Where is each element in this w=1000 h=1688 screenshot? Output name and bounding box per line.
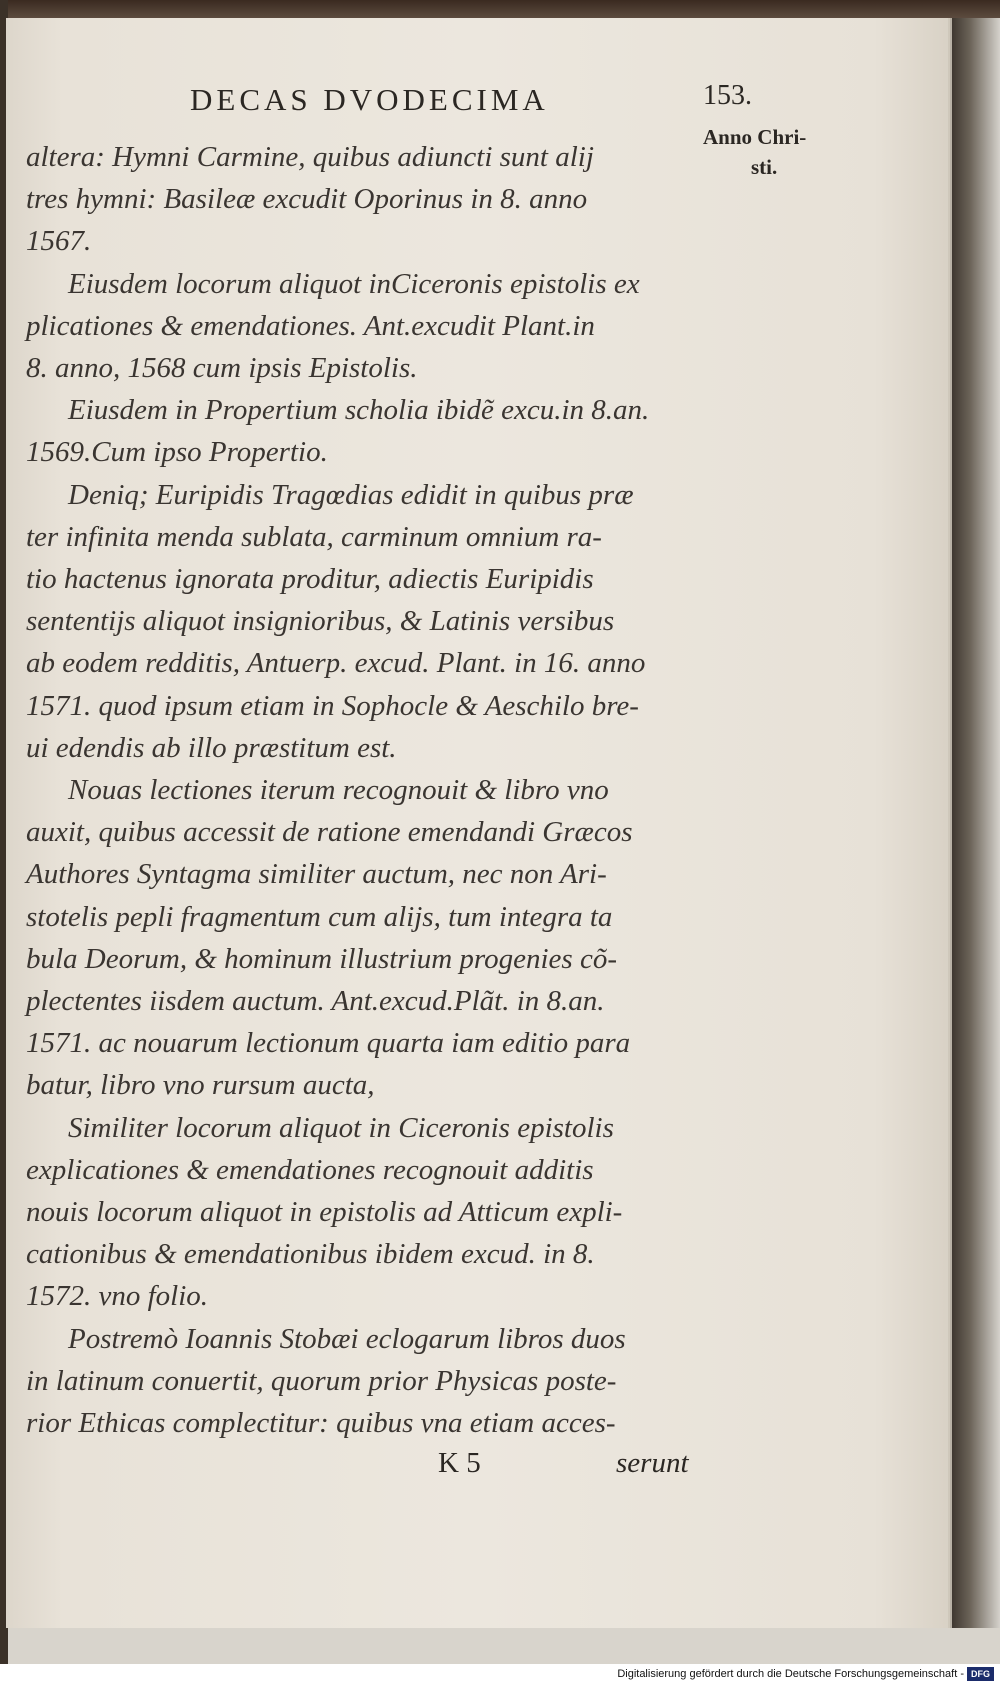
text-line: batur, libro vno rursum aucta, [26,1069,375,1102]
text-line: 1571. ac nouarum lectionum quarta iam editio para [26,1027,631,1060]
body-text [26,136,696,1444]
text-line: explicationes & emendationes recognouit additis [26,1153,594,1186]
scan-frame-right [950,18,1000,1628]
running-head: DECAS DVODECIMA [190,82,549,117]
text-line: in latinum conuertit, quorum prior Physicas poste- [26,1364,617,1397]
text-line: altera: Hymni Carmine, quibus adiuncti sunt alij [26,141,594,173]
margin-note-line: Anno Chri- [703,125,807,149]
text-line: plectentes iisdem auctum. Ant.excud.Plãt. in 8.an. [26,985,605,1018]
dfg-logo: DFG [967,1667,994,1681]
text-line: Eiusdem in Propertium scholia ibidẽ excu.in 8.an. [68,394,650,427]
text-line: auxit, quibus accessit de ratione emendandi Græcos [26,816,633,849]
text-line: rior Ethicas complectitur: quibus vna etiam acces- [26,1407,616,1440]
margin-note-line: sti. [751,155,778,179]
text-line: 1567. [26,225,92,258]
text-line: Eiusdem locorum aliquot inCiceronis epistolis ex [68,267,640,300]
text-line: 1572. vno folio. [26,1280,209,1313]
page-number: 153. [703,80,752,111]
text-line: stotelis pepli fragmentum cum alijs, tum integra ta [26,900,613,933]
text-line: 1569.Cum ipso Propertio. [26,436,328,469]
text-line: ter infinita menda sublata, carminum omnium ra- [26,520,602,553]
text-line: ab eodem redditis, Antuerp. excud. Plant. in 16. anno [26,647,646,680]
text-line: Deniq; Euripidis Tragœdias edidit in quibus præ [68,478,634,511]
catchword: serunt [616,1447,689,1479]
footer-credit: Digitalisierung gefördert durch die Deutsche Forschungsgemeinschaft - [617,1668,964,1680]
text-line: tres hymni: Basileæ excudit Oporinus in 8. anno [26,183,588,216]
text-line: Postremò Ioannis Stobæi eclogarum libros duos [68,1322,626,1355]
text-line: nouis locorum aliquot in epistolis ad Atticum expli- [26,1196,623,1229]
text-line: 8. anno, 1568 cum ipsis Epistolis. [26,352,418,385]
text-line: cationibus & emendationibus ibidem excud. in 8. [26,1238,595,1271]
text-line: tio hactenus ignorata proditur, adiectis Euripidis [26,563,594,596]
text-line: 1571. quod ipsum etiam in Sophocle & Aeschilo bre- [26,689,639,722]
text-line: sententijs aliquot insignioribus, & Latinis versibus [26,605,615,638]
text-line: Similiter locorum aliquot in Ciceronis epistolis [68,1111,614,1144]
text-line: plicationes & emendationes. Ant.excudit Plant.in [26,309,595,342]
signature-mark: K 5 [438,1447,481,1479]
text-line: Nouas lectiones iterum recognouit & libro vno [68,774,609,807]
text-line: bula Deorum, & hominum illustrium progenies cõ- [26,942,617,975]
margin-note [703,122,853,182]
text-line: Authores Syntagma similiter auctum, nec non Ari- [26,858,607,891]
text-line: ui edendis ab illo præstitum est. [26,731,397,764]
